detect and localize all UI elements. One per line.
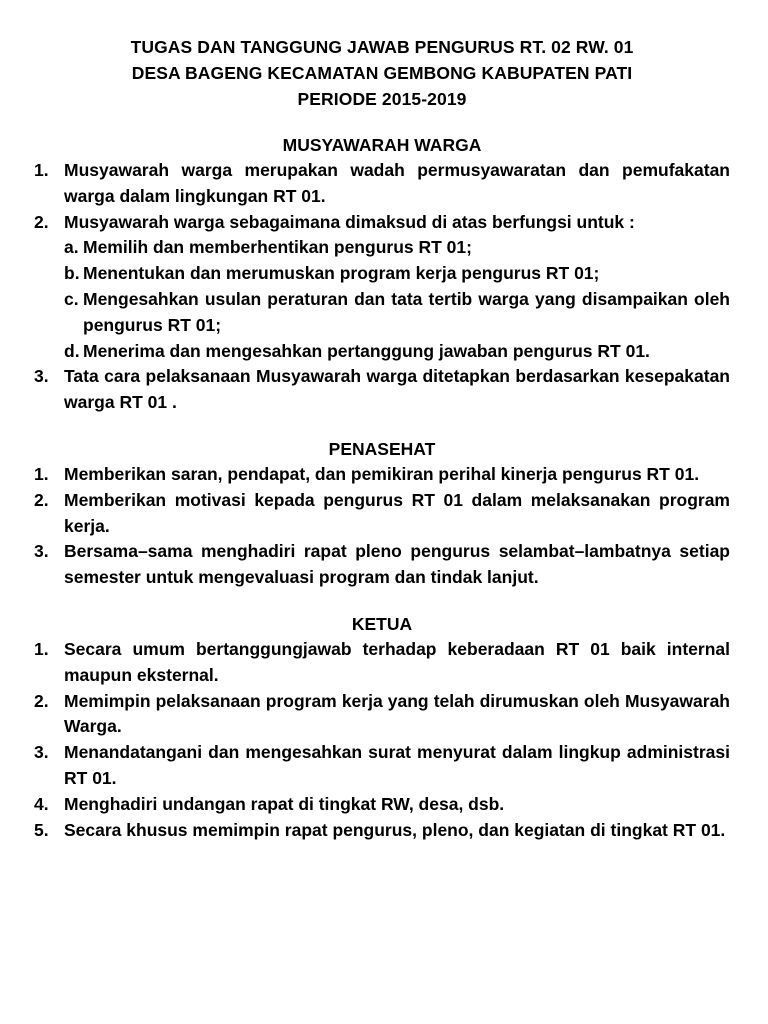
item-number: 5. bbox=[34, 819, 49, 840]
document-header bbox=[34, 34, 730, 112]
header-line-2: DESA BAGENG KECAMATAN GEMBONG KABUPATEN PATI bbox=[131, 63, 633, 83]
item-text: Memberikan saran, pendapat, dan pemikiran perihal kinerja pengurus RT 01. bbox=[64, 463, 700, 484]
item-number: 1. bbox=[34, 638, 49, 659]
list-item bbox=[34, 158, 730, 210]
sub-list-item bbox=[64, 339, 730, 365]
header-line-3: PERIODE 2015-2019 bbox=[297, 89, 467, 109]
sub-item-text: Mengesahkan usulan peraturan dan tata tertib warga yang disampaikan oleh pengurus RT 01; bbox=[83, 288, 730, 335]
item-number: 3. bbox=[34, 541, 49, 562]
sub-list-item bbox=[64, 261, 730, 287]
item-text: Menandatangani dan mengesahkan surat menyurat dalam lingkup administrasi RT 01. bbox=[64, 742, 730, 788]
sub-item-text: Menerima dan mengesahkan pertanggung jawaban pengurus RT 01. bbox=[83, 340, 650, 361]
sub-item-letter: a. bbox=[64, 237, 79, 258]
sub-list-item bbox=[64, 235, 730, 261]
item-text: Memberikan motivasi kepada pengurus RT 01 dalam melaksanakan program kerja. bbox=[64, 489, 730, 536]
item-number: 2. bbox=[34, 489, 49, 510]
item-text: Tata cara pelaksanaan Musyawarah warga ditetapkan berdasarkan kesepakatan warga RT 01 . bbox=[64, 366, 730, 413]
section-title-musyawarah: MUSYAWARAH WARGA bbox=[282, 135, 482, 155]
item-number: 2. bbox=[34, 690, 49, 711]
list-item bbox=[34, 462, 730, 488]
list-item bbox=[34, 792, 730, 818]
section-musyawarah-warga bbox=[34, 132, 730, 416]
item-body bbox=[64, 210, 730, 365]
item-text: Memimpin pelaksanaan program kerja yang telah dirumuskan oleh Musyawarah Warga. bbox=[64, 690, 730, 737]
item-text: Musyawarah warga sebagaimana dimaksud di atas berfungsi untuk : bbox=[64, 211, 635, 232]
list-item bbox=[34, 818, 730, 844]
penasehat-list bbox=[34, 462, 730, 591]
list-item bbox=[34, 488, 730, 540]
sub-item-letter: d. bbox=[64, 340, 80, 361]
list-item bbox=[34, 539, 730, 591]
list-item bbox=[34, 210, 730, 365]
item-text: Secara umum bertanggungjawab terhadap keberadaan RT 01 baik internal maupun eksternal. bbox=[64, 638, 730, 685]
item-number: 1. bbox=[34, 160, 49, 180]
sub-item-letter: b. bbox=[64, 263, 80, 284]
item-text: Secara khusus memimpin rapat pengurus, pleno, dan kegiatan di tingkat RT 01. bbox=[64, 819, 726, 840]
list-item bbox=[34, 740, 730, 792]
list-item bbox=[34, 689, 730, 741]
section-title-penasehat: PENASEHAT bbox=[328, 438, 436, 459]
ketua-list bbox=[34, 637, 730, 843]
item-number: 3. bbox=[34, 742, 49, 763]
item-text: Bersama–sama menghadiri rapat pleno pengurus selambat–lambatnya setiap semester untuk mengevaluasi program dan tindak lanjut. bbox=[64, 541, 730, 588]
section-ketua bbox=[34, 611, 730, 843]
item-text: Musyawarah warga merupakan wadah permusyawaratan dan pemufakatan warga dalam lingkungan RT 01. bbox=[64, 160, 730, 206]
sub-list-item bbox=[64, 287, 730, 339]
item-text: Menghadiri undangan rapat di tingkat RW, desa, dsb. bbox=[64, 793, 505, 814]
item-number: 2. bbox=[34, 211, 49, 232]
musyawarah-list bbox=[34, 158, 730, 416]
sub-item-text: Memilih dan memberhentikan pengurus RT 01; bbox=[83, 237, 472, 258]
item-number: 3. bbox=[34, 366, 49, 387]
sub-item-text: Menentukan dan merumuskan program kerja pengurus RT 01; bbox=[83, 263, 600, 284]
item-number: 4. bbox=[34, 793, 49, 814]
list-item bbox=[34, 364, 730, 416]
item-number: 1. bbox=[34, 463, 49, 484]
list-item bbox=[34, 637, 730, 689]
section-penasehat bbox=[34, 436, 730, 591]
header-line-1: TUGAS DAN TANGGUNG JAWAB PENGURUS RT. 02 RW. 01 bbox=[130, 37, 634, 57]
section-title-ketua: KETUA bbox=[351, 613, 413, 634]
sub-item-letter: c. bbox=[64, 288, 79, 309]
